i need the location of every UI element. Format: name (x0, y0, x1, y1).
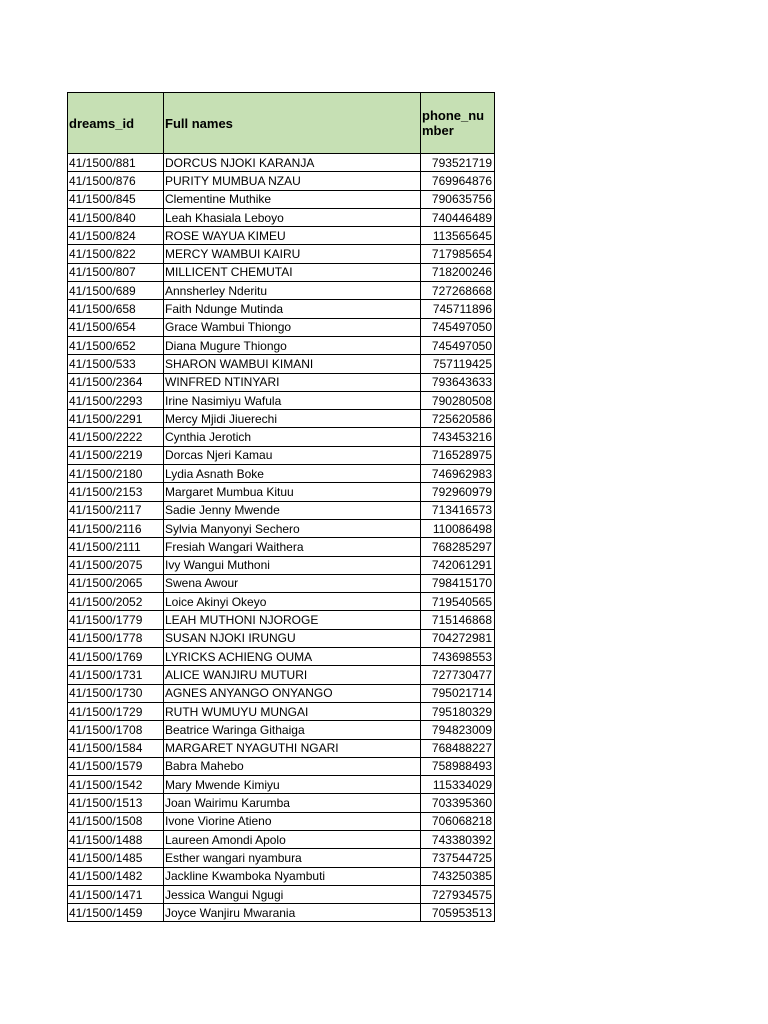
full-name-cell[interactable]: SUSAN NJOKI IRUNGU (164, 629, 421, 647)
phone-number-cell[interactable]: 113565645 (421, 227, 495, 245)
table-row (68, 190, 495, 208)
phone-number-cell[interactable]: 745497050 (421, 336, 495, 354)
full-name-cell[interactable]: Annsherley Nderitu (164, 282, 421, 300)
full-name-cell[interactable]: Mary Mwende Kimiyu (164, 776, 421, 794)
table-row (68, 812, 495, 830)
full-name-cell[interactable]: Joyce Wanjiru Mwarania (164, 904, 421, 922)
table-row (68, 465, 495, 483)
table-row (68, 849, 495, 867)
phone-number-cell[interactable]: 110086498 (421, 519, 495, 537)
phone-number-cell[interactable]: 740446489 (421, 208, 495, 226)
dreams-id-cell[interactable]: 41/1500/2219 (68, 446, 164, 464)
table-body (68, 154, 495, 922)
full-name-cell[interactable]: PURITY MUMBUA NZAU (164, 172, 421, 190)
dreams-id-cell[interactable]: 41/1500/2153 (68, 483, 164, 501)
phone-number-cell[interactable]: 790635756 (421, 190, 495, 208)
dreams-id-cell[interactable]: 41/1500/840 (68, 208, 164, 226)
dreams-id-cell[interactable]: 41/1500/824 (68, 227, 164, 245)
phone-number-cell[interactable]: 746962983 (421, 465, 495, 483)
phone-number-cell[interactable]: 718200246 (421, 263, 495, 281)
phone-number-cell[interactable]: 769964876 (421, 172, 495, 190)
full-name-cell[interactable]: Grace Wambui Thiongo (164, 318, 421, 336)
phone-number-cell[interactable]: 737544725 (421, 849, 495, 867)
phone-number-cell[interactable]: 727268668 (421, 282, 495, 300)
phone-number-cell[interactable]: 798415170 (421, 574, 495, 592)
phone-number-cell[interactable]: 715146868 (421, 611, 495, 629)
full-name-cell[interactable]: MILLICENT CHEMUTAI (164, 263, 421, 281)
column-header-phone-number-text: phone_number (422, 108, 485, 138)
full-name-cell[interactable]: Laureen Amondi Apolo (164, 830, 421, 848)
table-row (68, 593, 495, 611)
table-row (68, 519, 495, 537)
dreams-id-cell[interactable]: 41/1500/876 (68, 172, 164, 190)
dreams-id-cell[interactable]: 41/1500/1471 (68, 885, 164, 903)
dreams-id-cell[interactable]: 41/1500/1513 (68, 794, 164, 812)
phone-number-cell[interactable]: 793643633 (421, 373, 495, 391)
full-name-cell[interactable]: Beatrice Waringa Githaiga (164, 721, 421, 739)
table-row (68, 794, 495, 812)
header-row (68, 93, 495, 154)
dreams-id-cell[interactable]: 41/1500/1769 (68, 648, 164, 666)
full-name-cell[interactable]: Sylvia Manyonyi Sechero (164, 519, 421, 537)
phone-number-cell[interactable]: 727934575 (421, 885, 495, 903)
full-name-cell[interactable]: Mercy Mjidi Jiuerechi (164, 410, 421, 428)
table-row (68, 245, 495, 263)
full-name-cell[interactable]: AGNES ANYANGO ONYANGO (164, 684, 421, 702)
full-name-cell[interactable]: Fresiah Wangari Waithera (164, 538, 421, 556)
phone-number-cell[interactable]: 768488227 (421, 739, 495, 757)
dreams-id-cell[interactable]: 41/1500/2364 (68, 373, 164, 391)
full-name-cell[interactable]: Jessica Wangui Ngugi (164, 885, 421, 903)
dreams-id-cell[interactable]: 41/1500/1459 (68, 904, 164, 922)
table-row (68, 721, 495, 739)
table-row (68, 702, 495, 720)
dreams-id-cell[interactable]: 41/1500/654 (68, 318, 164, 336)
full-name-cell[interactable]: Irine Nasimiyu Wafula (164, 391, 421, 409)
phone-number-cell[interactable]: 742061291 (421, 556, 495, 574)
dreams-id-cell[interactable]: 41/1500/2293 (68, 391, 164, 409)
dreams-id-cell[interactable]: 41/1500/1584 (68, 739, 164, 757)
table-row (68, 739, 495, 757)
table-row (68, 282, 495, 300)
phone-number-cell[interactable]: 717985654 (421, 245, 495, 263)
dreams-id-cell[interactable]: 41/1500/2222 (68, 428, 164, 446)
column-header-full-names[interactable]: Full names (164, 93, 421, 154)
table-row (68, 208, 495, 226)
dreams-id-cell[interactable]: 41/1500/2075 (68, 556, 164, 574)
full-name-cell[interactable]: Lydia Asnath Boke (164, 465, 421, 483)
table-row (68, 263, 495, 281)
table-row (68, 830, 495, 848)
dreams-id-cell[interactable]: 41/1500/658 (68, 300, 164, 318)
table-row (68, 885, 495, 903)
full-name-cell[interactable]: LEAH MUTHONI NJOROGE (164, 611, 421, 629)
table-row (68, 391, 495, 409)
table-row (68, 556, 495, 574)
table-row (68, 428, 495, 446)
full-name-cell[interactable]: Jackline Kwamboka Nyambuti (164, 867, 421, 885)
table-row (68, 757, 495, 775)
dreams-id-cell[interactable]: 41/1500/1542 (68, 776, 164, 794)
full-name-cell[interactable]: DORCUS NJOKI KARANJA (164, 154, 421, 172)
table-row (68, 648, 495, 666)
full-name-cell[interactable]: RUTH WUMUYU MUNGAI (164, 702, 421, 720)
table-header (68, 93, 495, 154)
dreams-id-cell[interactable]: 41/1500/2180 (68, 465, 164, 483)
phone-number-cell[interactable]: 713416573 (421, 501, 495, 519)
dreams-id-cell[interactable]: 41/1500/1508 (68, 812, 164, 830)
table-row (68, 611, 495, 629)
phone-number-cell[interactable]: 743698553 (421, 648, 495, 666)
table-row (68, 355, 495, 373)
table-row (68, 904, 495, 922)
phone-number-cell[interactable]: 706068218 (421, 812, 495, 830)
table-row (68, 684, 495, 702)
table-row (68, 666, 495, 684)
table-row (68, 373, 495, 391)
table-row (68, 574, 495, 592)
full-name-cell[interactable]: LYRICKS ACHIENG OUMA (164, 648, 421, 666)
dreams-id-cell[interactable]: 41/1500/845 (68, 190, 164, 208)
table-row (68, 776, 495, 794)
phone-number-cell[interactable]: 745497050 (421, 318, 495, 336)
dreams-id-cell[interactable]: 41/1500/1482 (68, 867, 164, 885)
full-name-cell[interactable]: Clementine Muthike (164, 190, 421, 208)
dreams-id-cell[interactable]: 41/1500/881 (68, 154, 164, 172)
full-name-cell[interactable]: Dorcas Njeri Kamau (164, 446, 421, 464)
full-name-cell[interactable]: Loice Akinyi Okeyo (164, 593, 421, 611)
phone-number-cell[interactable]: 743380392 (421, 830, 495, 848)
dreams-id-cell[interactable]: 41/1500/1488 (68, 830, 164, 848)
table-row (68, 154, 495, 172)
table-row (68, 318, 495, 336)
dreams-id-cell[interactable]: 41/1500/2117 (68, 501, 164, 519)
phone-number-cell[interactable]: 703395360 (421, 794, 495, 812)
full-name-cell[interactable]: MERCY WAMBUI KAIRU (164, 245, 421, 263)
phone-number-cell[interactable]: 757119425 (421, 355, 495, 373)
phone-number-cell[interactable]: 745711896 (421, 300, 495, 318)
phone-number-cell[interactable]: 743453216 (421, 428, 495, 446)
full-name-cell[interactable]: ALICE WANJIRU MUTURI (164, 666, 421, 684)
full-name-cell[interactable]: Cynthia Jerotich (164, 428, 421, 446)
dreams-id-cell[interactable]: 41/1500/1779 (68, 611, 164, 629)
phone-number-cell[interactable]: 725620586 (421, 410, 495, 428)
phone-number-cell[interactable]: 743250385 (421, 867, 495, 885)
phone-number-cell[interactable]: 795021714 (421, 684, 495, 702)
dreams-id-cell[interactable]: 41/1500/807 (68, 263, 164, 281)
full-name-cell[interactable]: Ivy Wangui Muthoni (164, 556, 421, 574)
table-row (68, 538, 495, 556)
dreams-id-cell[interactable]: 41/1500/1730 (68, 684, 164, 702)
dreams-id-cell[interactable]: 41/1500/652 (68, 336, 164, 354)
full-name-cell[interactable]: Sadie Jenny Mwende (164, 501, 421, 519)
dreams-id-cell[interactable]: 41/1500/1708 (68, 721, 164, 739)
phone-number-cell[interactable]: 115334029 (421, 776, 495, 794)
dreams-id-cell[interactable]: 41/1500/1778 (68, 629, 164, 647)
dreams-id-cell[interactable]: 41/1500/2291 (68, 410, 164, 428)
full-name-cell[interactable]: Leah Khasiala Leboyo (164, 208, 421, 226)
table-row (68, 446, 495, 464)
phone-number-cell[interactable]: 758988493 (421, 757, 495, 775)
dreams-id-cell[interactable]: 41/1500/1579 (68, 757, 164, 775)
full-name-cell[interactable]: Joan Wairimu Karumba (164, 794, 421, 812)
phone-number-cell[interactable]: 716528975 (421, 446, 495, 464)
table-row (68, 172, 495, 190)
table-row (68, 227, 495, 245)
phone-number-cell[interactable]: 795180329 (421, 702, 495, 720)
dreams-id-cell[interactable]: 41/1500/2052 (68, 593, 164, 611)
full-name-cell[interactable]: Esther wangari nyambura (164, 849, 421, 867)
full-name-cell[interactable]: Diana Mugure Thiongo (164, 336, 421, 354)
phone-number-cell[interactable]: 792960979 (421, 483, 495, 501)
full-name-cell[interactable]: ROSE WAYUA KIMEU (164, 227, 421, 245)
spreadsheet-table (67, 92, 495, 922)
phone-number-cell[interactable]: 704272981 (421, 629, 495, 647)
full-name-cell[interactable]: Babra Mahebo (164, 757, 421, 775)
phone-number-cell[interactable]: 705953513 (421, 904, 495, 922)
phone-number-cell[interactable]: 768285297 (421, 538, 495, 556)
dreams-id-cell[interactable]: 41/1500/2065 (68, 574, 164, 592)
table-row (68, 336, 495, 354)
table-row (68, 410, 495, 428)
full-name-cell[interactable]: WINFRED NTINYARI (164, 373, 421, 391)
dreams-id-cell[interactable]: 41/1500/1729 (68, 702, 164, 720)
dreams-id-cell[interactable]: 41/1500/533 (68, 355, 164, 373)
column-header-dreams-id[interactable]: dreams_id (68, 93, 164, 154)
full-name-cell[interactable]: Faith Ndunge Mutinda (164, 300, 421, 318)
full-name-cell[interactable]: SHARON WAMBUI KIMANI (164, 355, 421, 373)
table-row (68, 629, 495, 647)
phone-number-cell[interactable]: 727730477 (421, 666, 495, 684)
table-row (68, 300, 495, 318)
dreams-id-cell[interactable]: 41/1500/822 (68, 245, 164, 263)
dreams-id-cell[interactable]: 41/1500/689 (68, 282, 164, 300)
table-row (68, 867, 495, 885)
dreams-id-cell[interactable]: 41/1500/1485 (68, 849, 164, 867)
dreams-id-cell[interactable]: 41/1500/2116 (68, 519, 164, 537)
full-name-cell[interactable]: Ivone Viorine Atieno (164, 812, 421, 830)
phone-number-cell[interactable]: 794823009 (421, 721, 495, 739)
dreams-id-cell[interactable]: 41/1500/2111 (68, 538, 164, 556)
column-header-phone-number[interactable] (421, 93, 495, 154)
dreams-id-cell[interactable]: 41/1500/1731 (68, 666, 164, 684)
full-name-cell[interactable]: MARGARET NYAGUTHI NGARI (164, 739, 421, 757)
full-name-cell[interactable]: Swena Awour (164, 574, 421, 592)
full-name-cell[interactable]: Margaret Mumbua Kituu (164, 483, 421, 501)
phone-number-cell[interactable]: 793521719 (421, 154, 495, 172)
table-row (68, 483, 495, 501)
phone-number-cell[interactable]: 790280508 (421, 391, 495, 409)
phone-number-cell[interactable]: 719540565 (421, 593, 495, 611)
table-row (68, 501, 495, 519)
